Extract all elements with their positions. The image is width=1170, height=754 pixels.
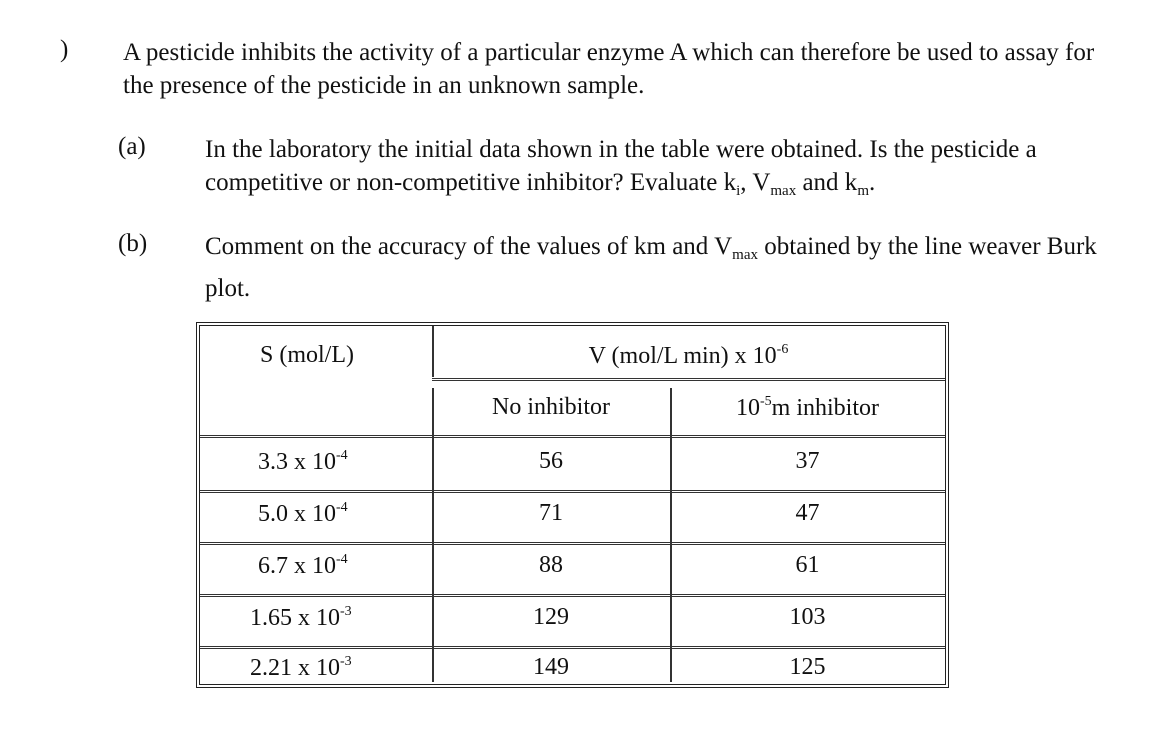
- header-s-mol-l: S (mol/L): [260, 342, 354, 368]
- table-vline-v: [670, 388, 672, 682]
- question-number: ): [60, 36, 69, 63]
- kinetics-data-table: [196, 322, 949, 688]
- part-a-text: [205, 133, 1125, 208]
- subheader-inhibitor-exp: -5: [759, 394, 772, 409]
- subheader-inhibitor-base: 10: [735, 395, 760, 421]
- row-3-s-base: 6.7 x 10: [258, 553, 336, 579]
- table-hline-row2: [200, 542, 945, 545]
- part-b-text-1: Comment on the accuracy of the values of km and V: [205, 233, 733, 260]
- row-3-s-exp: -4: [336, 552, 348, 567]
- part-a-text-3: and k: [796, 169, 858, 196]
- part-a-label: (a): [118, 133, 146, 160]
- row-1-s-base: 3.3 x 10: [258, 449, 336, 475]
- part-b-text-2: obtained by the line weaver Burk plot.: [205, 233, 1097, 302]
- row-4-inhibitor: 103: [789, 604, 826, 630]
- row-5-s-exp: -3: [340, 654, 352, 669]
- part-a-sub-m: m: [857, 183, 869, 199]
- header-v-rate-text: V (mol/L min) x 10: [588, 343, 777, 369]
- row-4-no-inhibitor: 129: [533, 604, 569, 630]
- row-3-inhibitor: 61: [795, 552, 820, 578]
- row-1-substrate: [200, 448, 432, 476]
- row-3-substrate: [200, 552, 432, 580]
- part-a-sub-i: i: [736, 183, 741, 199]
- subheader-no-inhibitor: No inhibitor: [492, 394, 610, 420]
- header-v-rate: [432, 342, 945, 370]
- subheader-inhibitor-rest: m inhibitor: [771, 395, 879, 421]
- row-2-s-base: 5.0 x 10: [258, 501, 336, 527]
- row-2-s-exp: -4: [336, 500, 348, 515]
- row-4-s-base: 1.65 x 10: [250, 605, 340, 631]
- part-a-sub-max: max: [770, 183, 797, 199]
- table-hline-row3: [200, 594, 945, 597]
- table-hline-row4: [200, 646, 945, 649]
- row-2-inhibitor: 47: [795, 500, 820, 526]
- row-4-s-exp: -3: [340, 604, 352, 619]
- question-intro: A pesticide inhibits the activity of a particular enzyme A which can therefore be used to assay for the presence of the pesticide in an unknown sample.: [123, 39, 1095, 99]
- row-1-no-inhibitor: 56: [539, 448, 563, 474]
- table-vline-s: [432, 388, 434, 682]
- table-hline-row1: [200, 490, 945, 493]
- part-a-text-1: In the laboratory the initial data shown in the table were obtained. Is the pesticide a competitive or non-competitive inhibitor? Evaluate k: [205, 136, 1037, 196]
- part-b-sub-max: max: [732, 247, 758, 263]
- row-5-s-base: 2.21 x 10: [250, 655, 340, 681]
- row-5-substrate: [200, 654, 432, 682]
- row-4-substrate: [200, 604, 432, 632]
- row-3-no-inhibitor: 88: [539, 552, 563, 578]
- row-1-s-exp: -4: [336, 448, 348, 463]
- row-2-no-inhibitor: 71: [539, 500, 563, 526]
- row-5-inhibitor: 125: [789, 654, 826, 680]
- part-b-text: [205, 230, 1125, 305]
- row-2-substrate: [200, 500, 432, 528]
- row-5-no-inhibitor: 149: [533, 654, 569, 680]
- part-b-label: (b): [118, 230, 148, 257]
- table-hline-v-header: [432, 378, 945, 381]
- header-v-rate-exp: -6: [776, 342, 789, 357]
- part-a-text-2: , V: [740, 169, 771, 196]
- row-1-inhibitor: 37: [795, 448, 820, 474]
- table-hline-header: [200, 435, 945, 438]
- subheader-with-inhibitor: [670, 394, 945, 422]
- part-a-text-4: .: [868, 169, 876, 196]
